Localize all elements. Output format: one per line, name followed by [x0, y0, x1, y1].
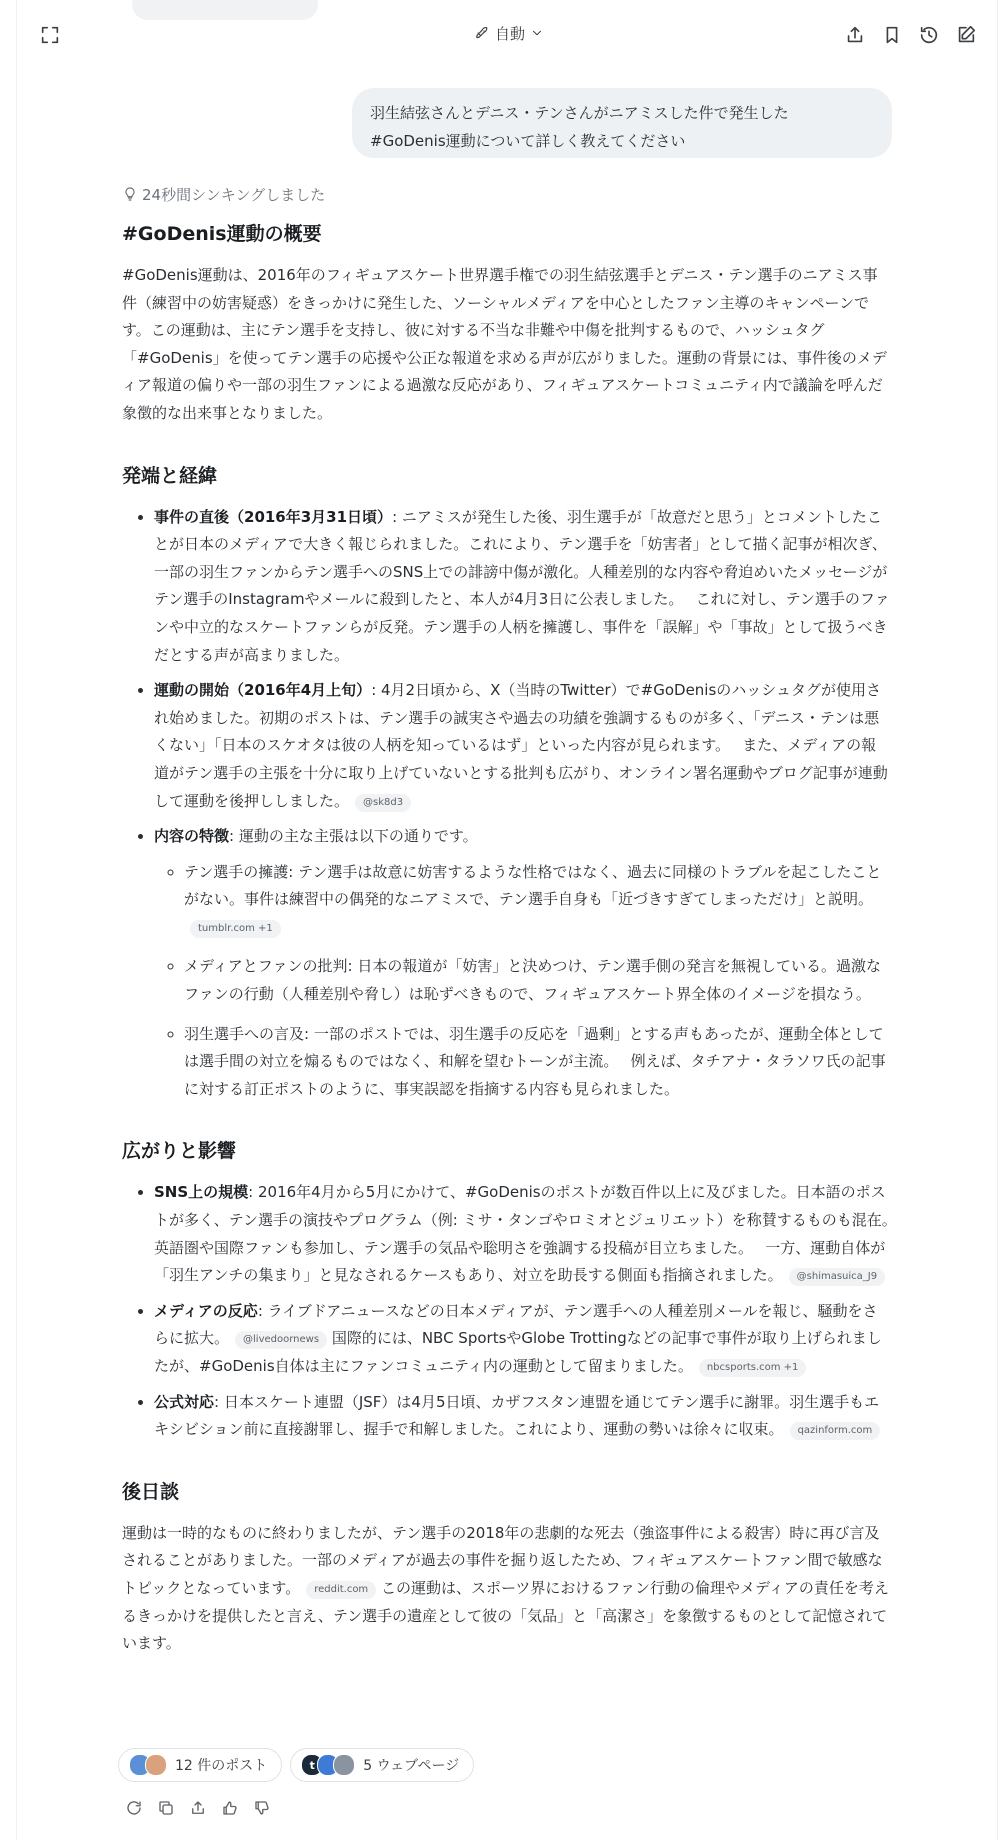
item-text: : 日本スケート連盟（JSF）は4月5日頃、カザフスタン連盟を通じてテン選手に謝罪。羽生選手もエキシビション前に直接謝罪し、握手で和解しました。これにより、運動の勢いは徐々に収束。	[154, 1392, 880, 1439]
posts-sources-button[interactable]	[118, 1748, 282, 1782]
list-item	[184, 859, 890, 942]
thinking-indicator[interactable]	[122, 180, 890, 208]
item-text: 国際的には、NBC SportsやGlobe Trottingなどの記事で事件が取り上げられましたが、#GoDenis自体は主にファンコミュニティ内の運動として留まりました。	[154, 1329, 882, 1375]
heading-aftermath: 後日談	[122, 1480, 180, 1503]
tumblr-avatar: t	[301, 1754, 323, 1776]
chevron-down-icon	[530, 26, 544, 40]
mode-label: 自動	[495, 24, 526, 43]
source-chip[interactable]: @livedoornews	[235, 1331, 327, 1349]
heading-spread: 広がりと影響	[122, 1140, 237, 1163]
source-chip[interactable]: reddit.com	[306, 1581, 376, 1599]
origin-list	[122, 504, 890, 1104]
heading-origin: 発端と経緯	[122, 464, 218, 487]
list-item	[154, 677, 890, 815]
source-chip[interactable]: qazinform.com	[790, 1422, 881, 1440]
item-text: : 運動の主な主張は以下の通りです。	[229, 827, 478, 846]
user-message-line-2: #GoDenis運動について詳しく教えてください	[370, 132, 686, 150]
edit-icon[interactable]	[951, 20, 981, 50]
list-item	[154, 1179, 910, 1289]
item-text: : ライブドアニュースなどの日本メディアが、テン選手への人種差別メールを報じ、騒動をさらに拡大。	[154, 1301, 878, 1348]
regenerate-icon[interactable]	[124, 1798, 144, 1818]
item-text: : 2016年4月から5月にかけて、#GoDenisのポストが数百件以上に及びました。日本語のポストが多く、テン選手の演技やプログラム（例: ミサ・タンゴやロミオとジュリエット）を称賛するものも混在。 英語圏や国際ファンも参加し、テン選手の気品や聡明さを強調する投稿が目立ちました。 一方、運動自体が「羽生アンチの集まり」と見なされるケースもあり、対立を助長する側面も指摘されました。	[154, 1183, 910, 1285]
user-message-bubble	[352, 88, 892, 158]
posts-count-label: 12 件のポスト	[175, 1758, 268, 1774]
item-title: 公式対応	[154, 1392, 215, 1411]
aftermath-paragraph	[122, 1520, 890, 1658]
list-item	[154, 823, 890, 1103]
list-item	[154, 1389, 890, 1444]
list-item	[184, 1021, 890, 1104]
source-chip[interactable]: tumblr.com +1	[190, 920, 281, 938]
heading-overview: #GoDenis運動の概要	[122, 223, 322, 245]
source-chip[interactable]: @shimasuica_J9	[789, 1268, 885, 1286]
lightbulb-icon	[122, 186, 138, 202]
rocket-icon	[474, 25, 490, 41]
post-avatars	[129, 1754, 167, 1776]
item-title: 運動の開始（2016年4月上旬）	[154, 681, 372, 700]
message-actions	[124, 1798, 272, 1818]
top-bar	[0, 0, 1000, 70]
thumbs-up-icon[interactable]	[220, 1798, 240, 1818]
mode-selector[interactable]	[474, 20, 544, 46]
list-item	[184, 953, 890, 1008]
paragraph-text: この運動は、スポーツ界におけるファン行動の倫理やメディアの責任を考えるきっかけを提供したと言え、テン選手の遺産として彼の「気品」と「高潔さ」を象徴するものとして記憶されています。	[122, 1578, 889, 1653]
share-icon[interactable]	[840, 20, 870, 50]
paragraph-text: 運動は一時的なものに終わりましたが、テン選手の2018年の悲劇的な死去（強盗事件による殺害）時に再び言及されることがありました。一部のメディアが過去の事件を掘り返したため、フィギュアスケートファン間で敏感なトピックとなっています。	[122, 1523, 883, 1597]
web-count-label: 5 ウェブページ	[363, 1758, 460, 1774]
list-item	[154, 504, 890, 670]
item-text: テン選手の擁護: テン選手は故意に妨害するような性格ではなく、過去に同様のトラブルを起こしたことがない。事件は練習中の偶発的なニアミスで、テン選手自身も「近づきすぎてしまっただけ」と説明。	[184, 862, 882, 909]
avatar	[145, 1754, 167, 1776]
history-icon[interactable]	[914, 20, 944, 50]
thinking-label: 24秒間シンキングしました	[142, 185, 326, 204]
item-title: SNS上の規模	[154, 1183, 249, 1202]
thumbs-down-icon[interactable]	[252, 1798, 272, 1818]
share-icon[interactable]	[188, 1798, 208, 1818]
web-sources-button[interactable]	[290, 1748, 474, 1782]
expand-icon[interactable]	[35, 20, 65, 50]
copy-icon[interactable]	[156, 1798, 176, 1818]
item-text: 羽生選手への言及: 一部のポストでは、羽生選手の反応を「過剰」とする声もあったが、運動全体としては選手間の対立を煽るものではなく、和解を望むトーンが主流。 例えば、タチアナ・タラソワ氏の記事に対する訂正ポストのように、事実誤認を指摘する内容も見られました。	[184, 1024, 886, 1098]
bookmark-icon[interactable]	[877, 20, 907, 50]
overview-paragraph: #GoDenis運動は、2016年のフィギュアスケート世界選手権での羽生結弦選手とデニス・テン選手のニアミス事件（練習中の妨害疑惑）をきっかけに発生した、ソーシャルメディアを中心としたファン主導のキャンペーンです。この運動は、主にテン選手を支持し、彼に対する不当な非難や中傷を批判するもので、ハッシュタグ「#GoDenis」を使ってテン選手の応援や公正な報道を求める声が広がりました。運動の背景には、事件後のメディア報道の偏りや一部の羽生ファンによる過激な反応があり、フィギュアスケートコミュニティ内で議論を呼んだ象徴的な出来事となりました。	[122, 266, 887, 422]
item-title: 内容の特徴	[154, 827, 230, 846]
web-avatars	[301, 1754, 355, 1776]
item-title: メディアの反応	[154, 1301, 258, 1320]
source-chip[interactable]: nbcsports.com +1	[699, 1359, 807, 1377]
list-item	[154, 1298, 890, 1381]
user-message-line-1: 羽生結弦さんとデニス・テンさんがニアミスした件で発生した	[370, 104, 789, 122]
spread-list	[122, 1179, 910, 1443]
item-text: メディアとファンの批判: 日本の報道が「妨害」と決めつけ、テン選手側の発言を無視している。過激なファンの行動（人種差別や脅し）は恥ずべきもので、フィギュアスケート界全体のイメージを損なう。	[184, 957, 881, 1004]
avatar	[333, 1754, 355, 1776]
right-border	[997, 0, 998, 1840]
feature-sublist	[154, 859, 890, 1104]
assistant-answer	[122, 180, 910, 1658]
item-text: : 4月2日頃から、X（当時のTwitter）で#GoDenisのハッシュタグが使用され始めました。初期のポストは、テン選手の誠実さや過去の功績を強調するものが多く、「デニス・テンは悪くない」「日本のスケオタは彼の人柄を知っているはず」といった内容が見られます。 また、メディアの報道がテン選手の主張を十分に取り上げていないとする批判も広がり、オンライン署名運動やブログ記事が連動して運動を後押ししました。	[154, 681, 888, 810]
item-text: : ニアミスが発生した後、羽生選手が「故意だと思う」とコメントしたことが日本のメディアで大きく報じられました。これにより、テン選手を「妨害者」として描く記事が相次ぎ、一部の羽生ファンからテン選手へのSNS上での誹謗中傷が激化。人種差別的な内容や脅迫めいたメッセージがテン選手のInstagramやメールに殺到したと、本人が4月3日に公表しました。 これに対し、テン選手のファンや中立的なスケートファンらが反発。テン選手の人柄を擁護し、事件を「誤解」や「事故」として扱うべきだとする声が高まりました。	[154, 507, 890, 664]
item-title: 事件の直後（2016年3月31日頃）	[154, 507, 393, 526]
sources-row	[118, 1748, 474, 1782]
source-chip[interactable]: @sk8d3	[355, 794, 411, 812]
left-border	[16, 0, 17, 1840]
